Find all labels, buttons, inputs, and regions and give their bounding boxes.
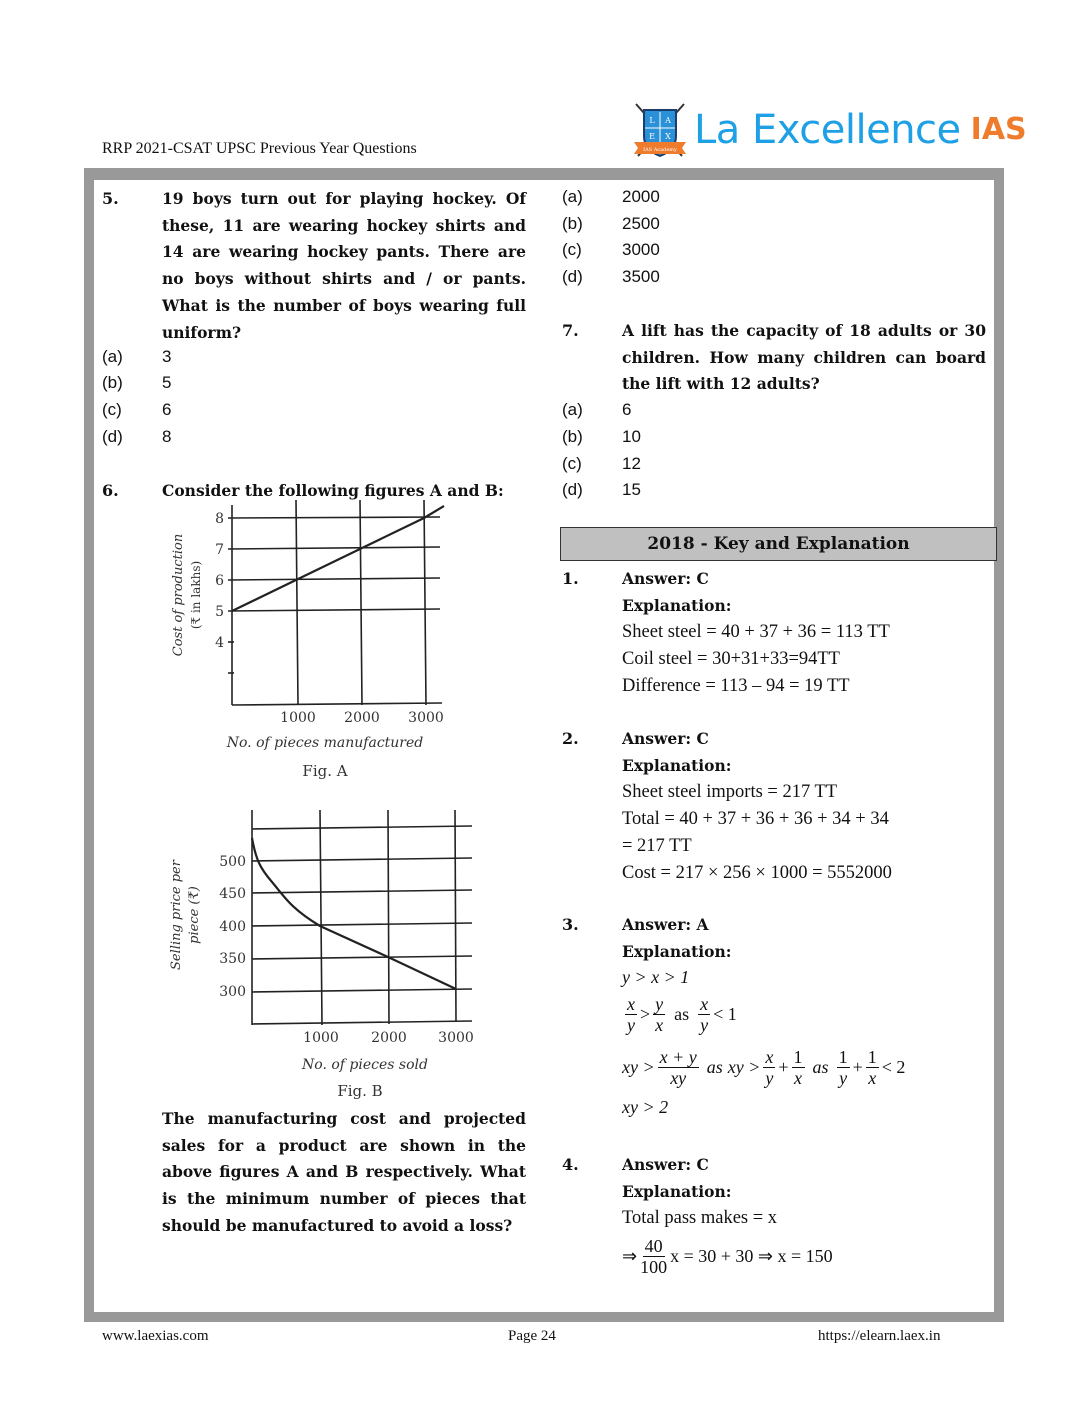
svg-text:E: E <box>649 132 655 141</box>
shield-logo-icon <box>632 100 688 160</box>
question-text: 19 boys turn out for playing hockey. Of these, 11 are wearing hockey shirts and 14 are wearing hockey pants. There are no boys without shirts and / or pants. What is the number of boys wearing full uniform? <box>162 189 526 342</box>
svg-text:7: 7 <box>215 542 224 558</box>
svg-text:2000: 2000 <box>344 710 380 726</box>
svg-text:8: 8 <box>215 511 224 527</box>
svg-text:No. of pieces sold: No. of pieces sold <box>302 1057 428 1073</box>
svg-text:Selling price per: Selling price per <box>169 860 184 970</box>
math-line: ⇒ $\frac{40}{100}$ x = 30 + 30 ⇒ x = 150 <box>622 1235 833 1277</box>
explanation-label: Explanation: <box>622 1181 732 1201</box>
key-section-heading: 2018 - Key and Explanation <box>560 527 997 561</box>
document-title: RRP 2021-CSAT UPSC Previous Year Questions <box>102 140 417 157</box>
question-intro: Consider the following figures A and B: <box>162 481 504 500</box>
svg-text:3000: 3000 <box>438 1030 474 1046</box>
svg-text:500: 500 <box>219 854 246 870</box>
math-line: $\frac{x}{y}$ > $\frac{y}{x}$ as $\frac{x}{y}$ < 1 <box>627 993 737 1035</box>
svg-text:2000: 2000 <box>371 1030 407 1046</box>
question-5 <box>102 186 526 346</box>
answer-label: Answer: C <box>622 1155 709 1174</box>
question-number: 6. <box>102 481 119 500</box>
answer-2: 2. Answer: C Explanation: Sheet steel imports = 217 TT Total = 40 + 37 + 36 + 36 + 34 + 34 = 217 TT Cost = 217 × 256 × 1000 = 5552000 <box>562 726 892 886</box>
svg-text:4: 4 <box>215 635 224 651</box>
math-line: xy > 2 <box>622 1096 669 1117</box>
math-line: xy > $\frac{x + y}{xy}$ as xy > $\frac{x}{y}$ + $\frac{1}{x}$ as $\frac{1}{y}$ + $\frac{1}{x}$ < 2 <box>622 1046 906 1088</box>
option-d: (d) 3500 <box>562 267 660 286</box>
svg-text:(₹ in lakhs): (₹ in lakhs) <box>189 560 203 630</box>
svg-text:1000: 1000 <box>280 710 316 726</box>
option-c: (c) 3000 <box>562 240 660 259</box>
figure-a-chart <box>160 500 460 790</box>
svg-text:piece (₹): piece (₹) <box>187 886 202 944</box>
brand-suffix: IAS <box>970 112 1027 147</box>
svg-text:450: 450 <box>219 886 246 902</box>
svg-text:No. of pieces manufactured: No. of pieces manufactured <box>226 735 424 751</box>
question-6-text: The manufacturing cost and projected sales for a product are shown in the above figures A and B respectively. What is the minimum number of pieces that should be manufactured to avoid a loss? <box>162 1109 526 1235</box>
svg-text:300: 300 <box>219 984 246 1000</box>
svg-text:L: L <box>649 116 655 125</box>
brand-name: La Excellence <box>694 107 961 153</box>
option-c: (c) 6 <box>102 400 172 419</box>
svg-text:Fig. A: Fig. A <box>302 762 348 780</box>
option-d: (d) 8 <box>102 427 172 446</box>
math-line: y > x > 1 <box>622 966 690 987</box>
answer-label: Answer: A <box>622 915 709 934</box>
question-number: 5. <box>102 189 119 208</box>
question-7 <box>562 318 986 398</box>
option-b: (b) 2500 <box>562 214 660 233</box>
answer-label: Answer: C <box>622 729 709 748</box>
option-d: (d) 15 <box>562 480 641 499</box>
svg-text:IAS Academy: IAS Academy <box>643 147 677 153</box>
svg-text:350: 350 <box>219 951 246 967</box>
footer-elearn-link[interactable]: https://elearn.laex.in <box>818 1328 941 1344</box>
svg-text:1000: 1000 <box>303 1030 339 1046</box>
svg-text:Cost of production: Cost of production <box>171 533 186 657</box>
answer-1: 1. Answer: C Explanation: Sheet steel = 40 + 37 + 36 = 113 TT Coil steel = 30+31+33=94TT Difference = 113 – 94 = 19 TT <box>562 566 890 700</box>
answer-4: 4. Answer: C Explanation: Total pass makes = x ⇒ $\frac{40}{100}$ x = 30 + 30 ⇒ x = 150 <box>562 1152 833 1280</box>
option-b: (b) 10 <box>562 427 641 446</box>
brand-logo <box>632 100 1027 160</box>
footer-website-link[interactable]: www.laexias.com <box>102 1328 209 1344</box>
option-c: (c) 12 <box>562 454 641 473</box>
question-number: 7. <box>562 321 579 340</box>
explanation-label: Explanation: <box>622 941 732 961</box>
option-a: (a) 2000 <box>562 187 660 206</box>
answer-label: Answer: C <box>622 569 709 588</box>
question-text: A lift has the capacity of 18 adults or 30 children. How many children can board the lift with 12 adults? <box>622 321 986 394</box>
svg-text:Fig. B: Fig. B <box>337 1082 383 1100</box>
explanation-label: Explanation: <box>622 755 732 775</box>
svg-text:400: 400 <box>219 919 246 935</box>
answer-3: 3. Answer: A Explanation: y > x > 1 $\frac{x}{y}$ > $\frac{y}{x}$ as $\frac{x}{y}$ < 1 xy > $\frac{x + y}{xy}$ as xy > $\frac{x}{y}$ + $\frac{1}{x}$ as $\frac{1}{y}$ + $\frac{1}{x}$ < 2 xy > 2 <box>562 912 905 1119</box>
page-number: Page 24 <box>508 1328 556 1344</box>
svg-text:5: 5 <box>215 604 224 620</box>
option-b: (b) 5 <box>102 373 172 392</box>
svg-text:3000: 3000 <box>408 710 444 726</box>
svg-text:A: A <box>665 116 671 125</box>
svg-text:X: X <box>665 132 671 141</box>
svg-text:6: 6 <box>215 573 224 589</box>
figure-b-chart <box>160 800 490 1100</box>
option-a: (a) 3 <box>102 347 172 366</box>
explanation-label: Explanation: <box>622 595 732 615</box>
option-a: (a) 6 <box>562 400 632 419</box>
